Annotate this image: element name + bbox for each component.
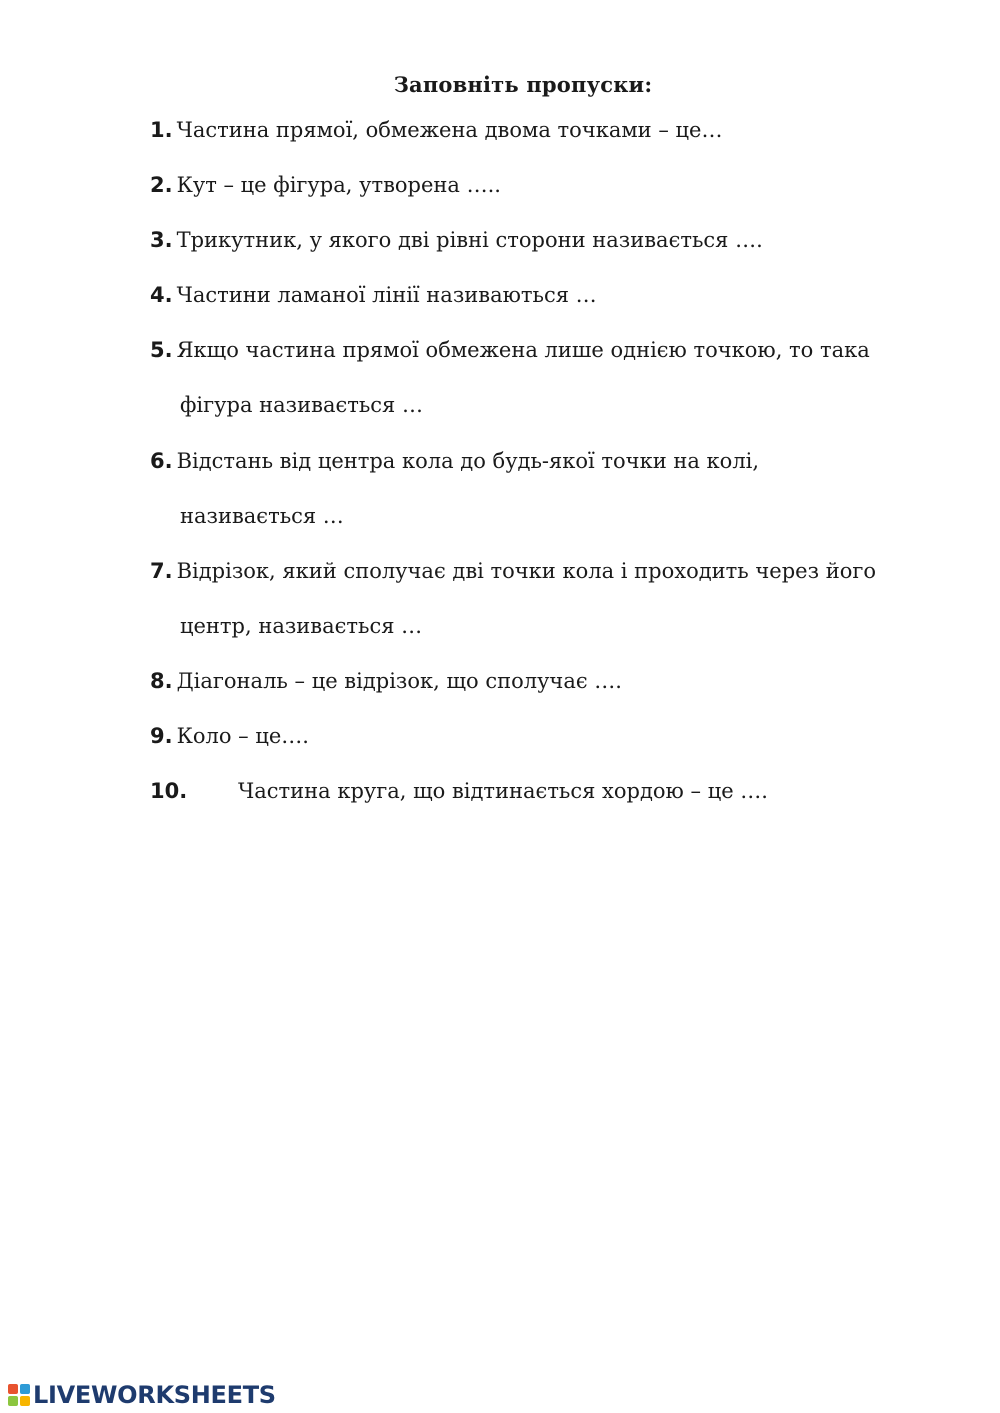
question-text: Кут – це фігура, утворена ….. [176, 173, 501, 197]
question-number: 4. [150, 283, 173, 307]
question-8 [150, 668, 622, 694]
page-title: Заповніть пропуски: [393, 72, 653, 97]
brand-name: LIVEWORKSHEETS [33, 1381, 276, 1409]
question-number: 9. [150, 724, 173, 748]
question-number: 1. [150, 118, 173, 142]
question-10-text: Частина круга, що відтинається хордою – це …. [238, 779, 768, 803]
question-9 [150, 723, 309, 749]
question-number: 5. [150, 338, 173, 362]
question-2 [150, 172, 501, 198]
question-5-continuation: фігура називається … [180, 393, 423, 417]
question-5 [150, 337, 870, 363]
question-number: 3. [150, 228, 173, 252]
question-number: 7. [150, 559, 173, 583]
brand-footer [8, 1380, 276, 1410]
question-text: Частина прямої, обмежена двома точками – це… [176, 118, 723, 142]
question-number: 2. [150, 173, 173, 197]
question-text: Частини ламаної лінії називаються … [176, 283, 597, 307]
question-text: Якщо частина прямої обмежена лише однією точкою, то така [176, 338, 870, 362]
question-number: 8. [150, 669, 173, 693]
question-text: Трикутник, у якого дві рівні сторони називається …. [176, 228, 763, 252]
question-text: Відрізок, який сполучає дві точки кола і проходить через його [176, 559, 876, 583]
question-3 [150, 227, 763, 253]
question-7-continuation: центр, називається … [180, 614, 423, 638]
question-text: Діагональ – це відрізок, що сполучає …. [176, 669, 622, 693]
question-1 [150, 117, 722, 143]
question-4 [150, 282, 597, 308]
question-text: Відстань від центра кола до будь-якої точки на колі, [176, 449, 760, 473]
question-6 [150, 448, 759, 474]
question-10-number: 10. [150, 779, 188, 803]
question-number: 6. [150, 449, 173, 473]
brand-logo-icon [8, 1384, 30, 1406]
question-7 [150, 558, 876, 584]
question-6-continuation: називається … [180, 504, 344, 528]
question-text: Коло – це…. [176, 724, 309, 748]
